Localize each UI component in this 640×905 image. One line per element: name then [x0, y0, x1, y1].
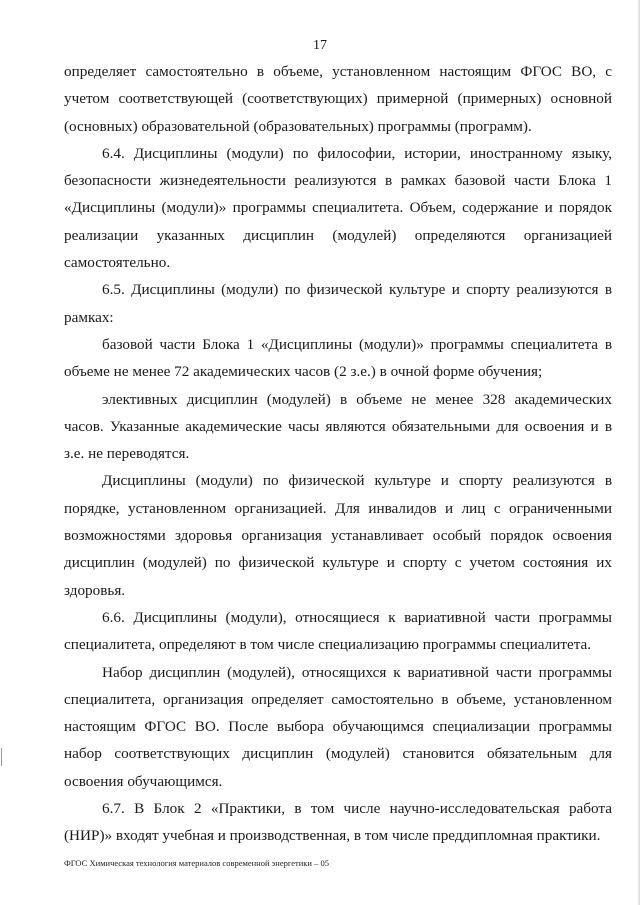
- page-footer: ФГОС Химическая технология материалов современной энергетики – 05: [64, 858, 329, 868]
- paragraph-continuation: определяет самостоятельно в объеме, установленном настоящим ФГОС ВО, с учетом соответствующей (соответствующих) примерной (примерных) основной (основных) образовательной (образовательных) программы (программ).: [64, 63, 612, 135]
- paragraph-elective: элективных дисциплин (модулей) в объеме не менее 328 академических часов. Указанные академические часы являются обязательными для освоения и в з.е. не переводятся.: [64, 390, 612, 463]
- paragraph-basic-part: базовой части Блока 1 «Дисциплины (модули)» программы специалитета в объеме не менее 72 академических часов (2 з.е.) в очной форме обучения;: [64, 335, 612, 381]
- paragraph-discipline-set: Набор дисциплин (модулей), относящихся к вариативной части программы специалитета, организация определяет самостоятельно в объеме, установленном настоящим ФГОС ВО. После выбора обучающимся специализации программы набор соответствующих дисциплин (модулей) становится обязательным для освоения обучающимся.: [64, 663, 612, 790]
- paragraph-6-4: 6.4. Дисциплины (модули) по философии, истории, иностранному языку, безопасности жизнедеятельности реализуются в рамках базовой части Блока 1 «Дисциплины (модули)» программы специалитета. Объем, содержание и порядок реализации указанных дисциплин (модулей) определяются организацией самостоятельно.: [64, 144, 612, 272]
- document-body: [64, 58, 612, 850]
- scan-mark: [1, 748, 2, 766]
- paragraph-pe-order: Дисциплины (модули) по физической культуре и спорту реализуются в порядке, установленном организацией. Для инвалидов и лиц с ограниченными возможностями здоровья организация устанавливает особый порядок освоения дисциплин (модулей) по физической культуре и спорту с учетом состояния их здоровья.: [64, 472, 612, 599]
- paragraph-6-7: 6.7. В Блок 2 «Практики, в том числе научно-исследовательская работа (НИР)» входят учебная и производственная, в том числе преддипломная практики.: [64, 800, 612, 845]
- page-number: 17: [313, 38, 327, 53]
- paragraph-6-6: 6.6. Дисциплины (модули), относящиеся к вариативной части программы специалитета, определяют в том числе специализацию программы специалитета.: [64, 608, 612, 654]
- paragraph-6-5: 6.5. Дисциплины (модули) по физической культуре и спорту реализуются в рамках:: [64, 281, 612, 326]
